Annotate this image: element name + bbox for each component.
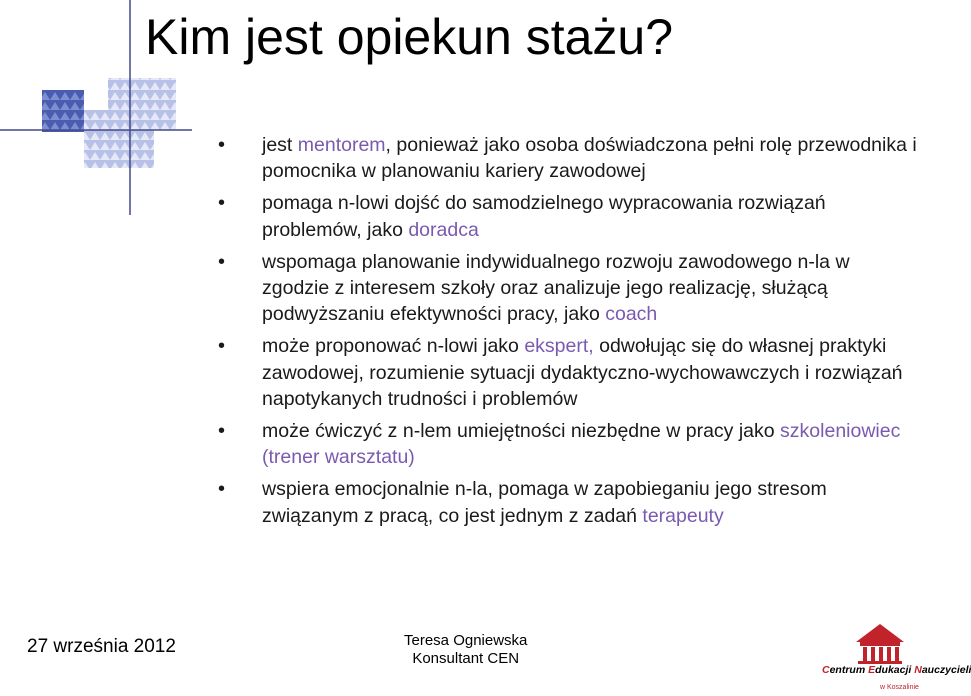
bullet-item <box>218 418 918 470</box>
bullet-dot-icon: • <box>218 134 226 156</box>
bullet-item <box>218 249 918 328</box>
author-name: Teresa Ogniewska <box>404 632 528 649</box>
bullet-dot-icon: • <box>218 192 226 215</box>
logo-text: Centrum Edukacji Nauczycieli <box>822 664 971 676</box>
bullet-item <box>218 190 918 242</box>
highlight-term: doradca <box>408 218 479 241</box>
highlight-term: szkoleniowiec (trener warsztatu) <box>262 420 901 469</box>
logo-subtitle: w Koszalinie <box>880 684 919 691</box>
footer-author <box>404 632 527 668</box>
bullet-item <box>218 333 918 412</box>
bullet-dot-icon: • <box>218 335 226 358</box>
bullet-list <box>218 132 918 535</box>
bullet-dot-icon: • <box>218 478 226 501</box>
bullet-dot-icon: • <box>218 420 226 443</box>
highlight-term: terapeuty <box>642 504 724 527</box>
slide-title: Kim jest opiekun stażu? <box>145 9 674 65</box>
bullet-text: , ponieważ jako osoba doświadczona pełni rolę przewodnika i pomocnika w planowaniu kariery zawodowej <box>262 134 917 183</box>
highlight-term: ekspert, <box>524 335 594 358</box>
bullet-text: wspiera emocjonalnie n-la, pomaga w zapobieganiu jego stresom związanym z pracą, co jest jednym z zadań <box>262 478 827 527</box>
highlight-term: coach <box>605 303 658 326</box>
bullet-item <box>218 132 918 184</box>
bullet-text: może proponować n-lowi jako <box>262 335 525 358</box>
highlight-term: mentorem <box>297 134 386 156</box>
bullet-text: odwołując się do własnej praktyki zawodowej, rozumienie sytuacji dydaktyczno-wychowawczych i rozwiązań napotykanych trudności i problemów <box>262 335 903 410</box>
author-role: Konsultant CEN <box>412 650 520 667</box>
bullet-text: może ćwiczyć z n-lem umiejętności niezbędne w pracy jako <box>262 420 781 443</box>
bullet-dot-icon: • <box>218 250 226 273</box>
bullet-text: wspomaga planowanie indywidualnego rozwoju zawodowego n-la w zgodzie z interesem szkoły oraz analizuje jego realizację, służącą podwyższaniu efektywności pracy, jako <box>262 250 850 326</box>
bullet-text: pomaga n-lowi dojść do samodzielnego wypracowania rozwiązań problemów, jako <box>262 192 826 241</box>
bullet-item <box>218 476 918 528</box>
bullet-text: jest <box>262 134 298 156</box>
footer-date: 27 września 2012 <box>27 636 176 657</box>
